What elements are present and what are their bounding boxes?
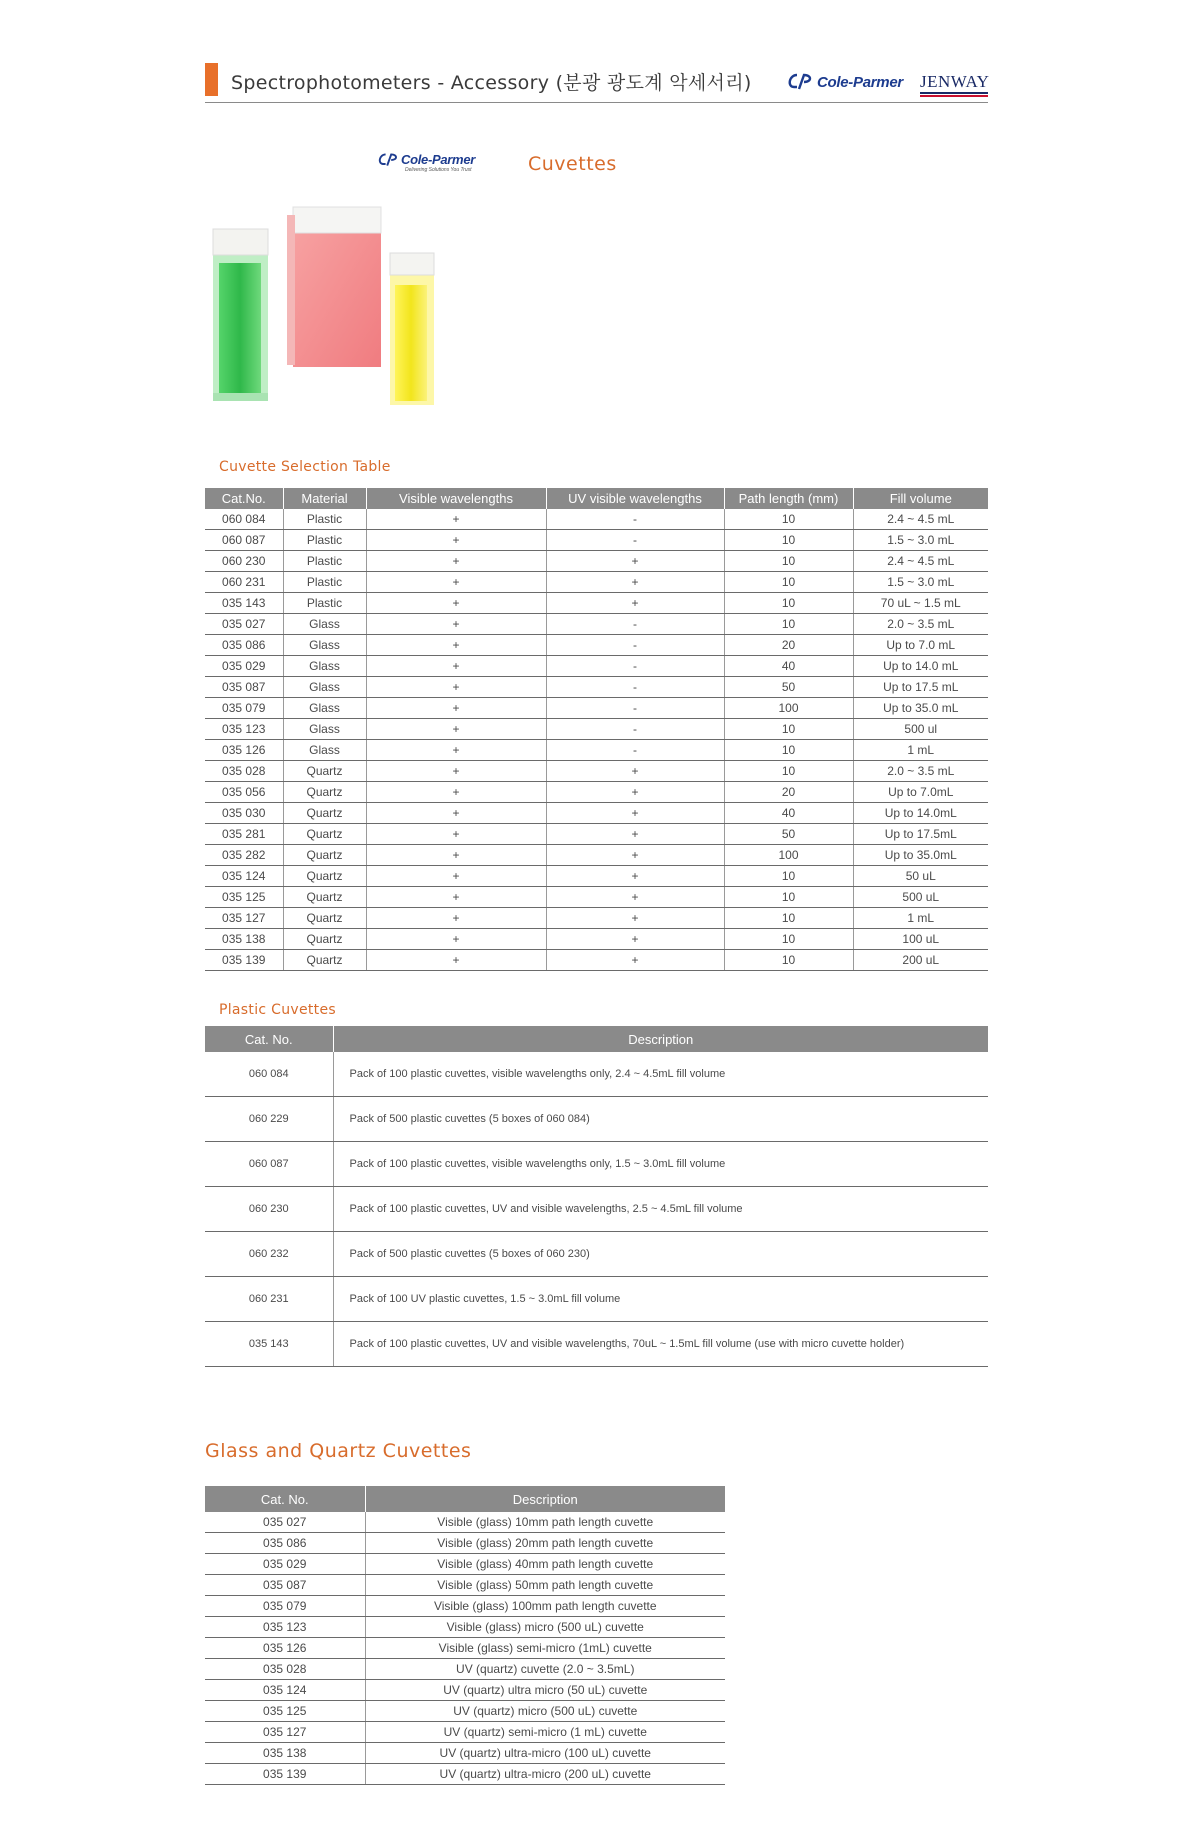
cell-cat-no: 035 027 bbox=[205, 1512, 365, 1533]
cell-cat-no: 060 231 bbox=[205, 1277, 333, 1322]
cell-description: Visible (glass) 50mm path length cuvette bbox=[365, 1575, 725, 1596]
cell-description: Visible (glass) micro (500 uL) cuvette bbox=[365, 1617, 725, 1638]
table-row bbox=[205, 761, 988, 782]
plastic-cuvettes-title: Plastic Cuvettes bbox=[219, 1002, 336, 1018]
cell-cat-no: 035 079 bbox=[205, 1596, 365, 1617]
cell-path-length: 50 bbox=[724, 824, 853, 845]
cell-description: Pack of 100 UV plastic cuvettes, 1.5 ~ 3.0mL fill volume bbox=[333, 1277, 988, 1322]
cell-material: Quartz bbox=[283, 803, 366, 824]
cell-cat-no: 060 230 bbox=[205, 1187, 333, 1232]
cell-uv-visible: + bbox=[546, 908, 724, 929]
table-row bbox=[205, 1722, 725, 1743]
cell-cat-no: 035 086 bbox=[205, 1533, 365, 1554]
cell-path-length: 40 bbox=[724, 803, 853, 824]
cell-material: Glass bbox=[283, 740, 366, 761]
cell-cat-no: 035 027 bbox=[205, 614, 283, 635]
cell-visible: + bbox=[366, 530, 546, 551]
cell-cat-no: 035 126 bbox=[205, 1638, 365, 1659]
cell-material: Plastic bbox=[283, 593, 366, 614]
cell-description: Visible (glass) 10mm path length cuvette bbox=[365, 1512, 725, 1533]
coleparmer-mark-icon bbox=[785, 72, 815, 92]
table-row bbox=[205, 1638, 725, 1659]
cell-material: Glass bbox=[283, 698, 366, 719]
cell-material: Plastic bbox=[283, 509, 366, 530]
cell-material: Quartz bbox=[283, 950, 366, 971]
page-header bbox=[205, 60, 988, 103]
table-row bbox=[205, 1533, 725, 1554]
cell-material: Glass bbox=[283, 635, 366, 656]
cell-cat-no: 035 143 bbox=[205, 593, 283, 614]
green-cuvette bbox=[213, 229, 268, 401]
cell-path-length: 100 bbox=[724, 698, 853, 719]
table-row bbox=[205, 1512, 725, 1533]
cell-description: UV (quartz) ultra micro (50 uL) cuvette bbox=[365, 1680, 725, 1701]
selection-table-title: Cuvette Selection Table bbox=[219, 459, 391, 475]
table-row bbox=[205, 1142, 988, 1187]
cell-visible: + bbox=[366, 719, 546, 740]
cell-cat-no: 035 127 bbox=[205, 908, 283, 929]
plastic-cuvettes-table bbox=[205, 1026, 988, 1367]
cell-uv-visible: - bbox=[546, 530, 724, 551]
cell-path-length: 10 bbox=[724, 530, 853, 551]
cell-fill-volume: 1 mL bbox=[853, 740, 988, 761]
cell-description: UV (quartz) semi-micro (1 mL) cuvette bbox=[365, 1722, 725, 1743]
cell-cat-no: 060 229 bbox=[205, 1097, 333, 1142]
table-row bbox=[205, 845, 988, 866]
cell-path-length: 50 bbox=[724, 677, 853, 698]
cell-cat-no: 035 123 bbox=[205, 1617, 365, 1638]
cell-cat-no: 035 087 bbox=[205, 1575, 365, 1596]
cell-visible: + bbox=[366, 593, 546, 614]
cell-fill-volume: 200 uL bbox=[853, 950, 988, 971]
cell-fill-volume: Up to 17.5mL bbox=[853, 824, 988, 845]
cell-cat-no: 035 138 bbox=[205, 929, 283, 950]
cell-fill-volume: Up to 17.5 mL bbox=[853, 677, 988, 698]
table-row bbox=[205, 929, 988, 950]
glass-quartz-title: Glass and Quartz Cuvettes bbox=[205, 1440, 472, 1462]
cell-uv-visible: - bbox=[546, 635, 724, 656]
product-brand-wordmark: Cole-Parmer bbox=[401, 152, 476, 167]
cuvette-selection-table bbox=[205, 488, 988, 971]
jenway-wordmark: JENWAY bbox=[920, 72, 990, 91]
cell-uv-visible: + bbox=[546, 761, 724, 782]
cell-description: Pack of 100 plastic cuvettes, visible wavelengths only, 2.4 ~ 4.5mL fill volume bbox=[333, 1052, 988, 1097]
cell-cat-no: 035 127 bbox=[205, 1722, 365, 1743]
cell-visible: + bbox=[366, 824, 546, 845]
cell-material: Quartz bbox=[283, 887, 366, 908]
yellow-cuvette bbox=[390, 253, 434, 405]
table-row bbox=[205, 1277, 988, 1322]
cell-cat-no: 060 231 bbox=[205, 572, 283, 593]
cell-description: UV (quartz) ultra-micro (100 uL) cuvette bbox=[365, 1743, 725, 1764]
cell-description: Pack of 500 plastic cuvettes (5 boxes of 060 084) bbox=[333, 1097, 988, 1142]
jenway-logo bbox=[920, 72, 988, 97]
cell-fill-volume: Up to 35.0mL bbox=[853, 845, 988, 866]
cell-cat-no: 060 084 bbox=[205, 509, 283, 530]
table-row bbox=[205, 1187, 988, 1232]
cell-fill-volume: 500 ul bbox=[853, 719, 988, 740]
cell-path-length: 10 bbox=[724, 908, 853, 929]
table-row bbox=[205, 572, 988, 593]
cell-material: Quartz bbox=[283, 908, 366, 929]
cell-cat-no: 060 087 bbox=[205, 1142, 333, 1187]
cell-cat-no: 035 086 bbox=[205, 635, 283, 656]
table-row bbox=[205, 950, 988, 971]
cell-uv-visible: - bbox=[546, 656, 724, 677]
cell-visible: + bbox=[366, 614, 546, 635]
cell-description: Visible (glass) 100mm path length cuvette bbox=[365, 1596, 725, 1617]
col-fill-volume: Fill volume bbox=[853, 488, 988, 509]
cell-visible: + bbox=[366, 845, 546, 866]
cell-path-length: 10 bbox=[724, 740, 853, 761]
table-row bbox=[205, 1575, 725, 1596]
cell-material: Quartz bbox=[283, 824, 366, 845]
cell-description: Visible (glass) semi-micro (1mL) cuvette bbox=[365, 1638, 725, 1659]
cell-material: Quartz bbox=[283, 866, 366, 887]
table-row bbox=[205, 1554, 725, 1575]
cell-uv-visible: + bbox=[546, 572, 724, 593]
cell-uv-visible: - bbox=[546, 719, 724, 740]
table-row bbox=[205, 614, 988, 635]
cell-fill-volume: 2.0 ~ 3.5 mL bbox=[853, 614, 988, 635]
cell-fill-volume: 1 mL bbox=[853, 908, 988, 929]
cell-cat-no: 035 126 bbox=[205, 740, 283, 761]
selection-header-row bbox=[205, 488, 988, 509]
product-title: Cuvettes bbox=[528, 153, 617, 175]
table-row bbox=[205, 1052, 988, 1097]
cell-cat-no: 035 028 bbox=[205, 761, 283, 782]
cell-visible: + bbox=[366, 656, 546, 677]
cell-visible: + bbox=[366, 635, 546, 656]
cell-fill-volume: Up to 7.0mL bbox=[853, 782, 988, 803]
cell-cat-no: 060 084 bbox=[205, 1052, 333, 1097]
cell-uv-visible: - bbox=[546, 509, 724, 530]
cell-path-length: 10 bbox=[724, 887, 853, 908]
product-brand-logo bbox=[375, 152, 495, 182]
cell-uv-visible: + bbox=[546, 593, 724, 614]
cell-fill-volume: Up to 14.0 mL bbox=[853, 656, 988, 677]
cell-description: UV (quartz) micro (500 uL) cuvette bbox=[365, 1701, 725, 1722]
cell-visible: + bbox=[366, 740, 546, 761]
col-cat-no: Cat. No. bbox=[205, 1486, 365, 1512]
cell-description: Visible (glass) 20mm path length cuvette bbox=[365, 1533, 725, 1554]
cell-path-length: 10 bbox=[724, 866, 853, 887]
cell-fill-volume: 500 uL bbox=[853, 887, 988, 908]
cell-path-length: 10 bbox=[724, 950, 853, 971]
cell-cat-no: 035 056 bbox=[205, 782, 283, 803]
cell-visible: + bbox=[366, 803, 546, 824]
cell-cat-no: 035 125 bbox=[205, 887, 283, 908]
cell-cat-no: 035 281 bbox=[205, 824, 283, 845]
cell-uv-visible: + bbox=[546, 950, 724, 971]
cell-uv-visible: - bbox=[546, 677, 724, 698]
table-row bbox=[205, 803, 988, 824]
cell-uv-visible: - bbox=[546, 740, 724, 761]
cell-path-length: 10 bbox=[724, 929, 853, 950]
table-row bbox=[205, 1322, 988, 1367]
cell-material: Quartz bbox=[283, 929, 366, 950]
col-material: Material bbox=[283, 488, 366, 509]
col-cat-no: Cat. No. bbox=[205, 1026, 333, 1052]
cell-material: Plastic bbox=[283, 551, 366, 572]
cell-visible: + bbox=[366, 929, 546, 950]
cell-visible: + bbox=[366, 908, 546, 929]
red-cuvette bbox=[287, 207, 381, 367]
cell-cat-no: 035 087 bbox=[205, 677, 283, 698]
table-row bbox=[205, 656, 988, 677]
cell-fill-volume: Up to 35.0 mL bbox=[853, 698, 988, 719]
cell-description: Visible (glass) 40mm path length cuvette bbox=[365, 1554, 725, 1575]
cell-path-length: 10 bbox=[724, 593, 853, 614]
cuvettes-photo bbox=[205, 205, 485, 440]
col-uv-visible: UV visible wavelengths bbox=[546, 488, 724, 509]
cell-visible: + bbox=[366, 677, 546, 698]
cell-visible: + bbox=[366, 761, 546, 782]
cell-material: Glass bbox=[283, 614, 366, 635]
table-row bbox=[205, 1097, 988, 1142]
header-accent-bar bbox=[205, 63, 218, 96]
table-row bbox=[205, 719, 988, 740]
glass-quartz-table bbox=[205, 1486, 725, 1785]
cell-path-length: 10 bbox=[724, 509, 853, 530]
cell-cat-no: 035 125 bbox=[205, 1701, 365, 1722]
cell-path-length: 20 bbox=[724, 635, 853, 656]
plastic-header-row bbox=[205, 1026, 988, 1052]
cell-visible: + bbox=[366, 509, 546, 530]
cell-uv-visible: - bbox=[546, 614, 724, 635]
cell-description: Pack of 100 plastic cuvettes, UV and visible wavelengths, 2.5 ~ 4.5mL fill volume bbox=[333, 1187, 988, 1232]
cell-material: Glass bbox=[283, 719, 366, 740]
cell-fill-volume: Up to 7.0 mL bbox=[853, 635, 988, 656]
cell-cat-no: 035 124 bbox=[205, 1680, 365, 1701]
cell-uv-visible: + bbox=[546, 845, 724, 866]
table-row bbox=[205, 1596, 725, 1617]
cell-path-length: 10 bbox=[724, 761, 853, 782]
cell-fill-volume: 50 uL bbox=[853, 866, 988, 887]
cell-description: UV (quartz) ultra-micro (200 uL) cuvette bbox=[365, 1764, 725, 1785]
cell-path-length: 10 bbox=[724, 719, 853, 740]
product-brand-tagline: Delivering Solutions You Trust bbox=[405, 167, 472, 173]
cell-cat-no: 035 029 bbox=[205, 1554, 365, 1575]
cell-cat-no: 035 030 bbox=[205, 803, 283, 824]
table-row bbox=[205, 593, 988, 614]
cell-uv-visible: + bbox=[546, 866, 724, 887]
cell-fill-volume: 2.4 ~ 4.5 mL bbox=[853, 509, 988, 530]
cell-fill-volume: 2.4 ~ 4.5 mL bbox=[853, 551, 988, 572]
page-title: Spectrophotometers - Accessory (분광 광도계 악세서리) bbox=[231, 72, 752, 94]
cell-description: Pack of 100 plastic cuvettes, UV and visible wavelengths, 70uL ~ 1.5mL fill volume (use with micro cuvette holder) bbox=[333, 1322, 988, 1367]
cell-path-length: 10 bbox=[724, 614, 853, 635]
cell-material: Quartz bbox=[283, 782, 366, 803]
cell-uv-visible: + bbox=[546, 782, 724, 803]
table-row bbox=[205, 551, 988, 572]
cell-material: Plastic bbox=[283, 572, 366, 593]
cell-path-length: 40 bbox=[724, 656, 853, 677]
cell-visible: + bbox=[366, 551, 546, 572]
table-row bbox=[205, 530, 988, 551]
cell-visible: + bbox=[366, 866, 546, 887]
cell-fill-volume: Up to 14.0mL bbox=[853, 803, 988, 824]
cell-uv-visible: - bbox=[546, 698, 724, 719]
table-row bbox=[205, 1232, 988, 1277]
table-row bbox=[205, 677, 988, 698]
table-row bbox=[205, 887, 988, 908]
cell-fill-volume: 2.0 ~ 3.5 mL bbox=[853, 761, 988, 782]
cell-uv-visible: + bbox=[546, 803, 724, 824]
table-row bbox=[205, 1680, 725, 1701]
table-row bbox=[205, 740, 988, 761]
cell-fill-volume: 70 uL ~ 1.5 mL bbox=[853, 593, 988, 614]
cell-cat-no: 035 079 bbox=[205, 698, 283, 719]
cell-uv-visible: + bbox=[546, 887, 724, 908]
cell-cat-no: 035 029 bbox=[205, 656, 283, 677]
table-row bbox=[205, 698, 988, 719]
cell-description: Pack of 100 plastic cuvettes, visible wavelengths only, 1.5 ~ 3.0mL fill volume bbox=[333, 1142, 988, 1187]
cell-cat-no: 060 087 bbox=[205, 530, 283, 551]
table-row bbox=[205, 1743, 725, 1764]
cell-fill-volume: 100 uL bbox=[853, 929, 988, 950]
table-row bbox=[205, 782, 988, 803]
table-row bbox=[205, 866, 988, 887]
coleparmer-logo bbox=[785, 72, 903, 96]
col-cat-no: Cat.No. bbox=[205, 488, 283, 509]
cell-cat-no: 060 232 bbox=[205, 1232, 333, 1277]
cell-uv-visible: + bbox=[546, 824, 724, 845]
col-description: Description bbox=[365, 1486, 725, 1512]
table-row bbox=[205, 1659, 725, 1680]
cell-visible: + bbox=[366, 782, 546, 803]
cell-visible: + bbox=[366, 950, 546, 971]
table-row bbox=[205, 1701, 725, 1722]
cell-material: Quartz bbox=[283, 845, 366, 866]
table-row bbox=[205, 1617, 725, 1638]
cell-path-length: 10 bbox=[724, 572, 853, 593]
cell-cat-no: 035 139 bbox=[205, 1764, 365, 1785]
cell-cat-no: 035 028 bbox=[205, 1659, 365, 1680]
cell-cat-no: 035 123 bbox=[205, 719, 283, 740]
coleparmer-mark-icon bbox=[375, 152, 401, 168]
cell-material: Glass bbox=[283, 677, 366, 698]
cell-material: Plastic bbox=[283, 530, 366, 551]
cell-fill-volume: 1.5 ~ 3.0 mL bbox=[853, 572, 988, 593]
cell-fill-volume: 1.5 ~ 3.0 mL bbox=[853, 530, 988, 551]
table-row bbox=[205, 908, 988, 929]
col-description: Description bbox=[333, 1026, 988, 1052]
cell-cat-no: 035 139 bbox=[205, 950, 283, 971]
coleparmer-wordmark: Cole-Parmer bbox=[817, 74, 903, 91]
cell-material: Quartz bbox=[283, 761, 366, 782]
jenway-underline-blue bbox=[920, 92, 988, 94]
cell-uv-visible: + bbox=[546, 551, 724, 572]
cell-material: Glass bbox=[283, 656, 366, 677]
cell-cat-no: 060 230 bbox=[205, 551, 283, 572]
jenway-underline-red bbox=[920, 95, 988, 97]
cell-visible: + bbox=[366, 887, 546, 908]
cell-path-length: 20 bbox=[724, 782, 853, 803]
table-row bbox=[205, 509, 988, 530]
cell-cat-no: 035 143 bbox=[205, 1322, 333, 1367]
cell-description: UV (quartz) cuvette (2.0 ~ 3.5mL) bbox=[365, 1659, 725, 1680]
cell-path-length: 10 bbox=[724, 551, 853, 572]
cell-path-length: 100 bbox=[724, 845, 853, 866]
cell-cat-no: 035 282 bbox=[205, 845, 283, 866]
gq-header-row bbox=[205, 1486, 725, 1512]
table-row bbox=[205, 1764, 725, 1785]
table-row bbox=[205, 635, 988, 656]
cell-cat-no: 035 124 bbox=[205, 866, 283, 887]
cell-description: Pack of 500 plastic cuvettes (5 boxes of 060 230) bbox=[333, 1232, 988, 1277]
cell-cat-no: 035 138 bbox=[205, 1743, 365, 1764]
cell-visible: + bbox=[366, 698, 546, 719]
col-visible: Visible wavelengths bbox=[366, 488, 546, 509]
col-path-length: Path length (mm) bbox=[724, 488, 853, 509]
table-row bbox=[205, 824, 988, 845]
cell-visible: + bbox=[366, 572, 546, 593]
cell-uv-visible: + bbox=[546, 929, 724, 950]
